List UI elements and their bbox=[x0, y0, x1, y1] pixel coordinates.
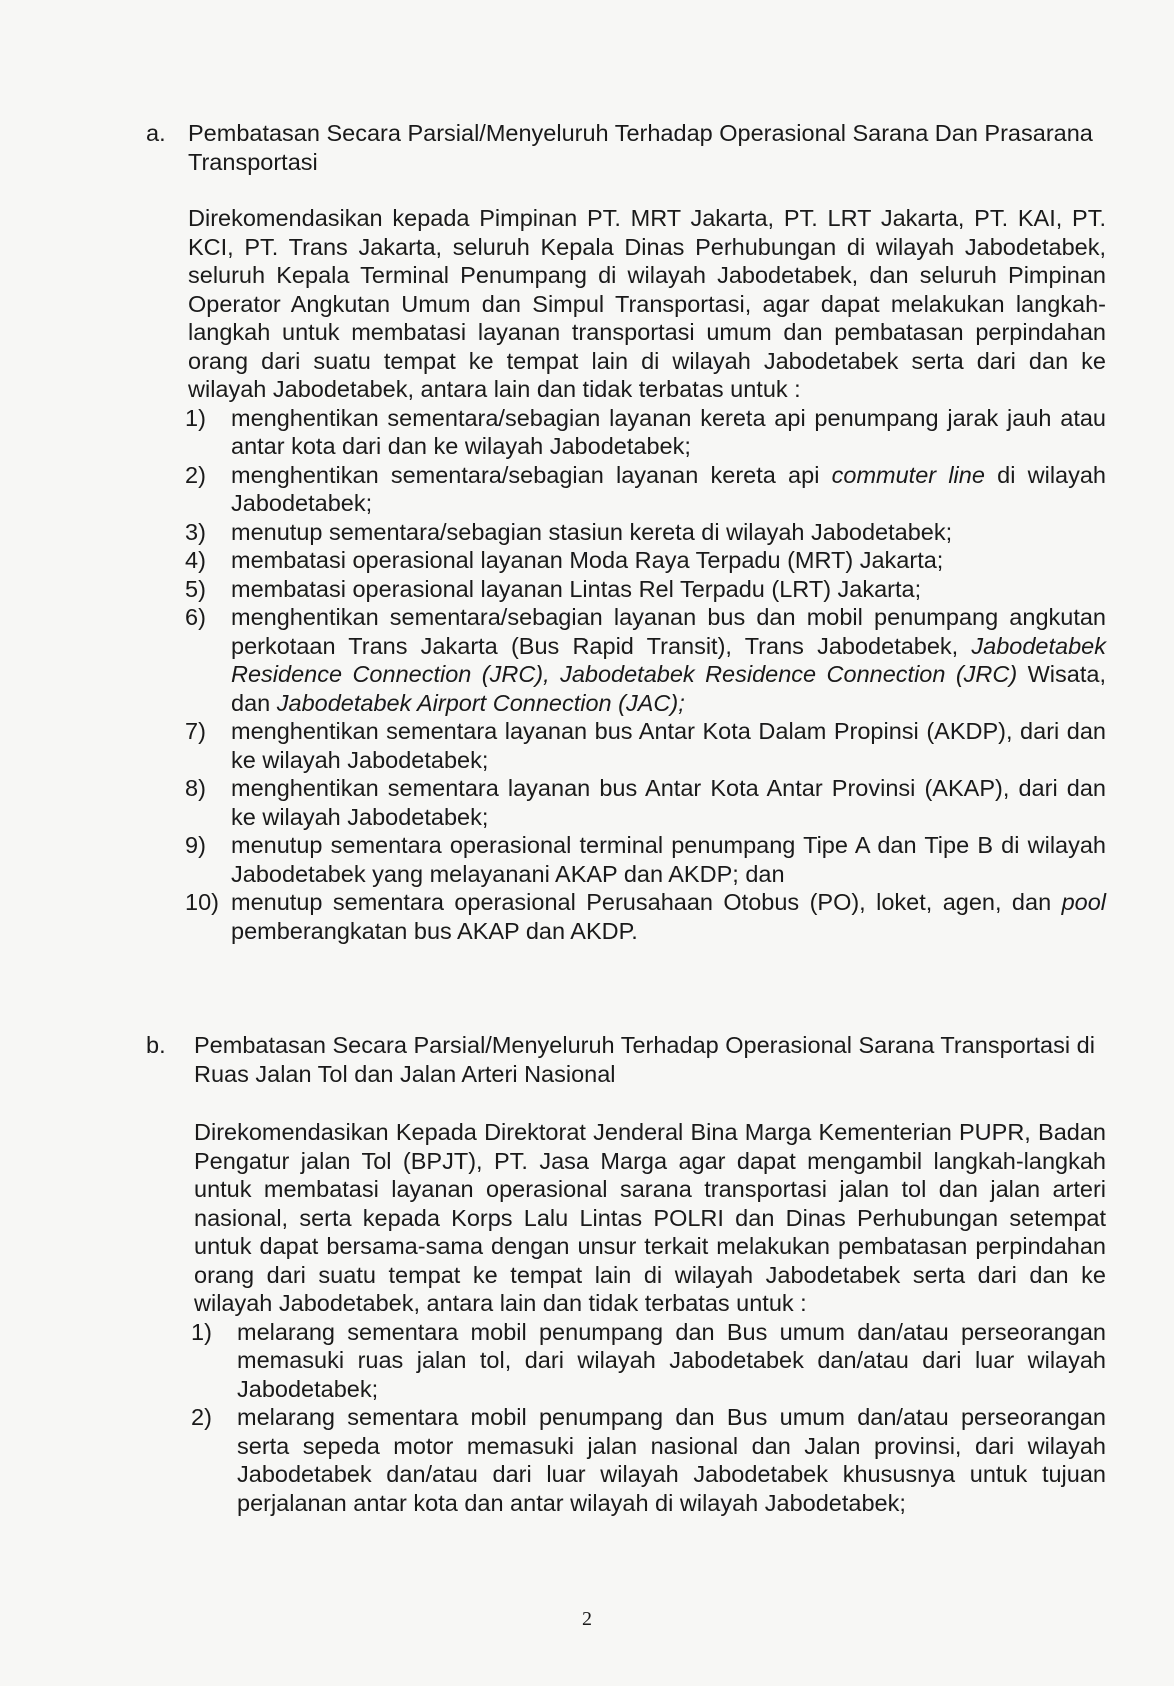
list-item bbox=[185, 888, 1106, 945]
list-item-text: menghentikan sementara layanan bus Antar Kota Dalam Propinsi (AKDP), dari dan ke wilayah Jabodetabek; bbox=[231, 718, 1106, 773]
section-b-title: Pembatasan Secara Parsial/Menyeluruh Terhadap Operasional Sarana Transportasi di Ruas Jalan Tol dan Jalan Arteri Nasional bbox=[194, 1032, 1095, 1087]
list-item-emphasis: Jabodetabek Airport Connection (JAC); bbox=[276, 689, 685, 716]
section-a-title: Pembatasan Secara Parsial/Menyeluruh Terhadap Operasional Sarana Dan Prasarana Transportasi bbox=[188, 120, 1093, 175]
list-item-number: 7) bbox=[185, 718, 206, 744]
list-item-text-part: di wilayah Jabodetabek; bbox=[231, 461, 1106, 516]
section-a-body bbox=[185, 204, 1106, 945]
list-item-number: 2) bbox=[185, 461, 206, 488]
list-item-text: membatasi operasional layanan Moda Raya Terpadu (MRT) Jakarta; bbox=[231, 547, 944, 573]
list-item bbox=[185, 461, 1106, 518]
section-b-list bbox=[191, 1318, 1106, 1518]
section-a-heading bbox=[146, 119, 1106, 176]
section-b-body bbox=[191, 1118, 1106, 1517]
list-item-number: 4) bbox=[185, 547, 206, 573]
list-item-number: 10) bbox=[185, 889, 219, 915]
list-item-text-part: pemberangkatan bus AKAP dan AKDP. bbox=[231, 917, 638, 944]
list-item-text: menutup sementara operasional terminal penumpang Tipe A dan Tipe B di wilayah Jabodetabek yang melayanani AKAP dan AKDP; dan bbox=[231, 832, 1106, 887]
list-item-text: menutup sementara/sebagian stasiun kereta di wilayah Jabodetabek; bbox=[231, 518, 953, 545]
page-number: 2 bbox=[582, 1608, 592, 1630]
list-item bbox=[185, 774, 1106, 831]
list-item-text-part: menutup sementara operasional Perusahaan Otobus (PO), loket, agen, dan bbox=[231, 889, 1062, 915]
list-item bbox=[191, 1403, 1106, 1517]
list-item-text: melarang sementara mobil penumpang dan Bus umum dan/atau perseorangan memasuki ruas jalan tol, dari wilayah Jabodetabek dan/atau dari luar wilayah Jabodetabek; bbox=[237, 1318, 1106, 1402]
section-a-letter: a. bbox=[146, 120, 166, 146]
list-item-number: 5) bbox=[185, 575, 206, 602]
list-item bbox=[185, 518, 1106, 547]
list-item-text: menghentikan sementara/sebagian layanan kereta api penumpang jarak jauh atau antar kota dari dan ke wilayah Jabodetabek; bbox=[231, 404, 1106, 459]
list-item-number: 3) bbox=[185, 518, 206, 545]
list-item-text: membatasi operasional layanan Lintas Rel Terpadu (LRT) Jakarta; bbox=[231, 575, 922, 602]
list-item-text-part: menghentikan sementara/sebagian layanan kereta api bbox=[231, 461, 832, 488]
list-item-text bbox=[231, 603, 1106, 717]
section-a-list bbox=[185, 404, 1106, 946]
list-item-text bbox=[231, 461, 1106, 518]
list-item bbox=[185, 546, 1106, 575]
list-item bbox=[191, 1318, 1106, 1404]
list-item-number: 6) bbox=[185, 604, 206, 630]
list-item bbox=[185, 404, 1106, 461]
list-item bbox=[185, 717, 1106, 774]
list-item bbox=[185, 603, 1106, 717]
section-a bbox=[146, 119, 1106, 945]
section-b-heading bbox=[146, 1031, 1106, 1088]
list-item-text-part: Wisata, dan bbox=[231, 661, 1106, 716]
section-b bbox=[146, 1031, 1106, 1517]
list-item-text: melarang sementara mobil penumpang dan Bus umum dan/atau perseorangan serta sepeda motor memasuki jalan nasional dan Jalan provinsi, dari wilayah Jabodetabek dan/atau dari luar wilayah Jabodetabek khususnya untuk tujuan perjalanan antar kota dan antar wilayah di wilayah Jabodetabek; bbox=[237, 1404, 1106, 1516]
section-b-letter: b. bbox=[146, 1032, 166, 1058]
list-item-number: 2) bbox=[191, 1404, 212, 1430]
list-item-number: 1) bbox=[191, 1318, 212, 1345]
list-item-text: menghentikan sementara layanan bus Antar Kota Antar Provinsi (AKAP), dari dan ke wilayah Jabodetabek; bbox=[231, 775, 1106, 830]
section-b-intro: Direkomendasikan Kepada Direktorat Jenderal Bina Marga Kementerian PUPR, Badan Pengatur jalan Tol (BPJT), PT. Jasa Marga agar dapat mengambil langkah-langkah untuk membatasi layanan operasional sarana transportasi jalan tol dan jalan arteri nasional, serta kepada Korps Lalu Lintas POLRI dan Dinas Perhubungan setempat untuk dapat bersama-sama dengan unsur terkait melakukan pembatasan perpindahan orang dari suatu tempat ke tempat lain di wilayah Jabodetabek serta dari dan ke wilayah Jabodetabek, antara lain dan tidak terbatas untuk : bbox=[194, 1119, 1106, 1316]
list-item-emphasis: commuter line bbox=[831, 461, 985, 488]
section-a-intro: Direkomendasikan kepada Pimpinan PT. MRT Jakarta, PT. LRT Jakarta, PT. KAI, PT. KCI, PT. Trans Jakarta, seluruh Kepala Dinas Perhubungan di wilayah Jabodetabek, seluruh Kepala Terminal Penumpang di wilayah Jabodetabek, dan seluruh Pimpinan Operator Angkutan Umum dan Simpul Transportasi, agar dapat melakukan langkah-langkah untuk membatasi layanan transportasi umum dan pembatasan perpindahan orang dari suatu tempat ke tempat lain di wilayah Jabodetabek serta dari dan ke wilayah Jabodetabek, antara lain dan tidak terbatas untuk : bbox=[188, 205, 1106, 402]
list-item bbox=[185, 575, 1106, 604]
list-item-text bbox=[231, 888, 1106, 945]
list-item-emphasis: Jabodetabek Residence Connection (JRC), Jabodetabek Residence Connection (JRC) bbox=[231, 632, 1106, 687]
list-item-number: 9) bbox=[185, 832, 206, 858]
list-item-emphasis: pool bbox=[1061, 889, 1106, 915]
list-item-number: 1) bbox=[185, 404, 206, 431]
list-item-number: 8) bbox=[185, 775, 206, 801]
list-item-text-part: menghentikan sementara/sebagian layanan bus dan mobil penumpang angkutan perkotaan Trans Jakarta (Bus Rapid Transit), Trans Jabodetabek, bbox=[231, 604, 1106, 659]
list-item bbox=[185, 831, 1106, 888]
